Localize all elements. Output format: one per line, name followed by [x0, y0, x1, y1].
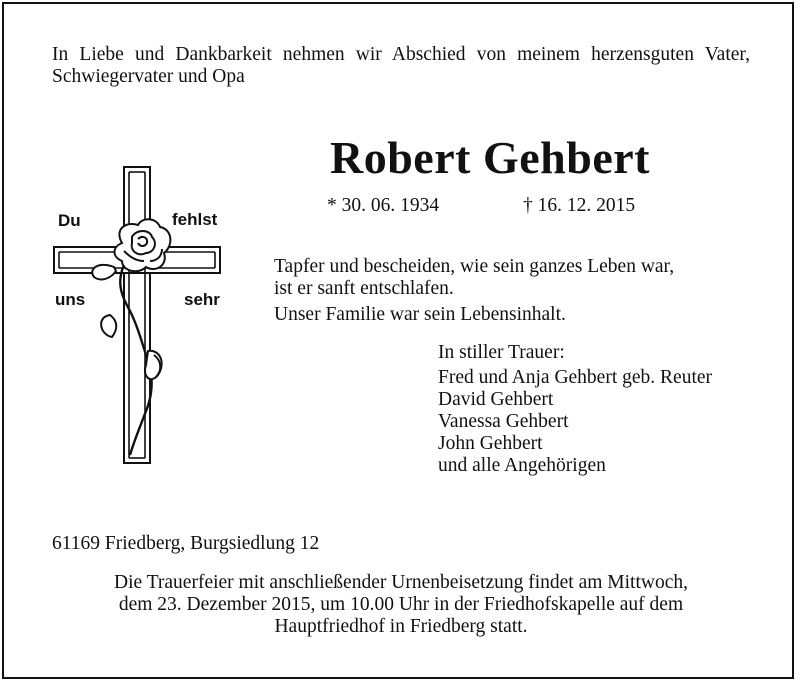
- mourner-name: David Gehbert: [438, 389, 554, 410]
- ceremony-line-2: dem 23. Dezember 2015, um 10.00 Uhr in der Friedhofskapelle auf dem: [118, 594, 684, 615]
- mourner-name: Vanessa Gehbert: [438, 411, 569, 432]
- tribute-text: [274, 256, 674, 326]
- mourner-name: Fred und Anja Gehbert geb. Reuter: [438, 367, 713, 388]
- mourner-name: John Gehbert: [438, 433, 543, 454]
- address-line: 61169 Friedberg, Burgsiedlung 12: [52, 533, 320, 554]
- intro-text: In Liebe und Dankbarkeit nehmen wir Abschied von meinem herzensguten Vater, Schwiegervater und Opa: [52, 44, 750, 87]
- tribute-line-2: ist er sanft entschlafen.: [274, 278, 454, 299]
- ceremony-text: [52, 572, 750, 638]
- tribute-line-3: Unser Familie war sein Lebensinhalt.: [274, 304, 566, 325]
- tribute-line-1: Tapfer und bescheiden, wie sein ganzes Leben war,: [274, 256, 675, 277]
- birth-date: * 30. 06. 1934: [327, 195, 440, 216]
- cross-word-uns: uns: [55, 290, 86, 309]
- ceremony-line-1: Die Trauerfeier mit anschließender Urnenbeisetzung findet am Mittwoch,: [114, 572, 688, 593]
- mourner-name: und alle Angehörigen: [438, 455, 606, 476]
- cross-word-fehlst: fehlst: [172, 210, 218, 229]
- ceremony-line-3: Hauptfriedhof in Friedberg statt.: [274, 616, 528, 637]
- cross-word-du: Du: [58, 211, 81, 230]
- mourners-heading: In stiller Trauer:: [438, 342, 565, 363]
- deceased-name: Robert Gehbert: [330, 132, 650, 183]
- mourners-list: [438, 342, 712, 477]
- death-date: † 16. 12. 2015: [523, 195, 636, 216]
- cross-word-sehr: sehr: [184, 290, 220, 309]
